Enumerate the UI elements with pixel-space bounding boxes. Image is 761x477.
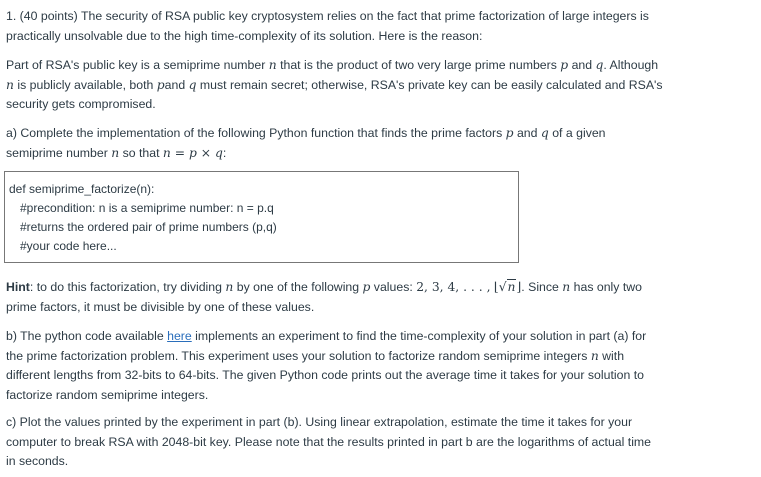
hint-line: prime factors, it must be divisible by one of these values. [6,299,315,314]
code-line: def semiprime_factorize(n): [9,182,155,196]
math-n: n [590,348,599,363]
hint-label: Hint [6,280,30,294]
text: b) The python code available [6,329,168,343]
math-p: p [560,58,569,72]
part-c-line: computer to break RSA with 2048-bit key. Please note that the results printed in part b are the logarithms of actual time [6,434,652,449]
math-n: n [507,280,516,294]
text: so that [119,145,163,160]
math-n: n [562,280,571,294]
part-a-line [6,124,756,144]
intro-line: 1. (40 points) The security of RSA public key cryptosystem relies on the fact that prime factorization of large integers is [6,9,649,23]
math-n: n [225,280,234,294]
rsa-line: security gets compromised. [6,97,156,111]
text: is publicly available, both [13,77,157,92]
here-link[interactable]: here [167,329,192,343]
part-b-paragraph [6,327,756,405]
code-line: #precondition: n is a semiprime number: n = p.q [20,201,274,215]
text: that is the product of two very large prime numbers [276,58,561,72]
text: by one of the following [233,280,363,294]
code-line: #your code here... [20,239,117,253]
math-p: p [505,126,514,140]
text: the prime factorization problem. This experiment uses your solution to factorize random semiprime integers [6,348,591,363]
part-c-paragraph [6,413,756,472]
rsa-line [6,76,756,96]
part-c-line: in seconds. [6,454,69,468]
code-line: #returns the ordered pair of prime numbers (p,q) [20,220,277,234]
text: and [568,58,596,72]
math-n: n [268,58,277,72]
floor-sqrt-n: ⌊√n⌋ [493,280,522,294]
hint-line [6,278,756,298]
math-q: q [595,58,604,72]
part-c-line: c) Plot the values printed by the experiment in part (b). Using linear extrapolation, estimate the time it takes for your [6,415,633,429]
part-b-line [6,327,756,347]
math-p: p [156,77,165,92]
math-q: q [540,126,549,140]
text: a) Complete the implementation of the following Python function that finds the prime factors [6,126,506,140]
rsa-line [6,56,756,76]
math-equation: n = p × q [162,145,223,160]
text: values: [370,280,417,294]
text: has only two [570,280,642,294]
part-a-line [6,144,756,164]
text: implements an experiment to find the time-complexity of your solution in part (a) for [191,329,647,343]
text: and [513,126,541,140]
text: . Since [521,280,563,294]
text: Part of RSA's public key is a semiprime number [6,58,269,72]
text: of a given [548,126,606,140]
text: semiprime number [6,145,112,160]
text: : to do this factorization, try dividing [29,280,226,294]
math-q: q [188,77,197,92]
intro-line: practically unsolvable due to the high time-complexity of its solution. Here is the reason: [6,28,483,43]
text: : [222,145,227,160]
hint-paragraph [6,278,756,317]
math-sequence: 2, 3, 4, . . . , [416,280,491,294]
part-b-line [6,347,756,367]
part-a-paragraph [6,124,756,163]
math-n: n [111,145,120,160]
text: with [598,348,625,363]
intro-paragraph [6,7,756,46]
text: must remain secret; otherwise, RSA's private key can be easily calculated and RSA's [196,77,663,92]
code-box [4,171,519,263]
math-n: n [6,77,14,92]
rsa-paragraph [6,56,756,115]
text: and [164,77,189,92]
math-p: p [362,280,371,294]
text: . Although [603,58,659,72]
part-b-line: factorize random semiprime integers. [6,387,209,402]
part-b-line: different lengths from 32-bits to 64-bits. The given Python code prints out the average time it takes for your solution to [6,368,644,382]
